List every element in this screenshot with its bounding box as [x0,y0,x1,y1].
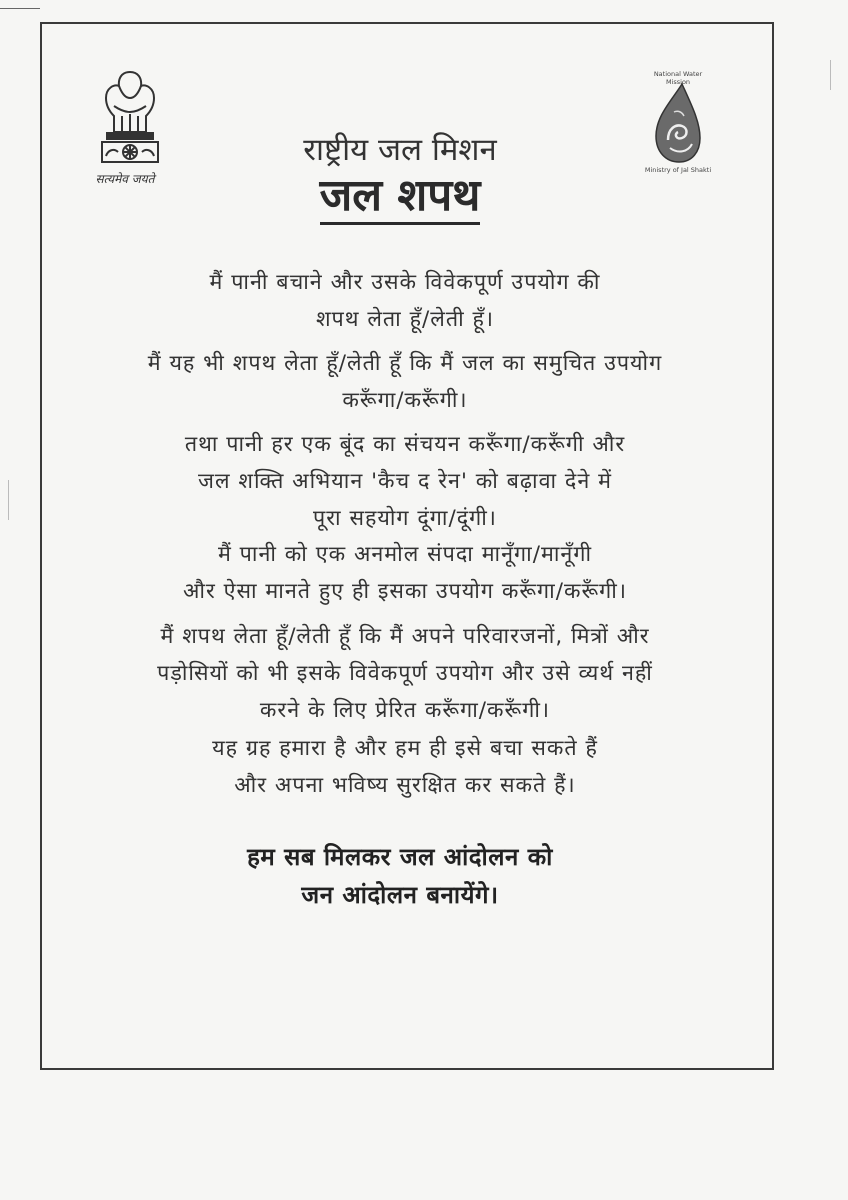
pledge-paragraph-5 [60,618,750,729]
lion-capital-icon [92,66,168,166]
slogan-line: हम सब मिलकर जल आंदोलन को [247,843,553,871]
state-emblem [92,66,168,166]
pledge-paragraph-2 [60,345,750,419]
logo-bottom-text: Ministry of Jal Shakti [644,166,712,174]
pledge-title: जल शपथ [320,170,481,225]
pledge-line: मैं पानी को एक अनमोल संपदा मानूँगा/मानूँगी [217,542,593,567]
pledge-line: जल शक्ति अभियान 'कैच द रेन' को बढ़ावा देने में [198,469,612,494]
pledge-line: करूँगा/करूँगी। [342,388,468,413]
page-title [200,170,600,225]
closing-slogan [120,838,680,914]
mission-name: राष्ट्रीय जल मिशन [303,132,497,168]
pledge-line: और अपना भविष्य सुरक्षित कर सकते हैं। [234,773,576,798]
national-water-mission-logo [642,70,714,182]
pledge-line: पूरा सहयोग दूंगा/दूंगी। [313,506,497,531]
page-edge-mark [8,480,9,520]
logo-top-text: National Water Mission [653,70,703,86]
pledge-line: मैं शपथ लेता हूँ/लेती हूँ कि मैं अपने परिवारजनों, मित्रों और [160,624,650,649]
pledge-line: पड़ोसियों को भी इसके विवेकपूर्ण उपयोग और उसे व्यर्थ नहीं [157,661,653,686]
pledge-paragraph-6 [60,730,750,804]
pledge-paragraph-1 [60,264,750,338]
pledge-line: और ऐसा मानते हुए ही इसका उपयोग करूँगा/करूँगी। [182,579,627,604]
page-edge-mark [830,60,831,90]
water-drop-icon [652,82,704,164]
pledge-line: मैं यह भी शपथ लेता हूँ/लेती हूँ कि मैं जल का समुचित उपयोग [147,351,663,376]
pledge-paragraph-3 [60,426,750,537]
pledge-line: यह ग्रह हमारा है और हम ही इसे बचा सकते हैं [212,736,598,761]
pledge-paragraph-4 [60,536,750,610]
emblem-motto: सत्यमेव जयते [95,172,155,186]
page-edge-mark [0,8,40,9]
slogan-line: जन आंदोलन बनायेंगे। [301,881,499,909]
pledge-line: तथा पानी हर एक बूंद का संचयन करूँगा/करूँगी और [184,432,626,457]
pledge-line: शपथ लेता हूँ/लेती हूँ। [315,307,495,332]
pledge-line: करने के लिए प्रेरित करूँगा/करूँगी। [259,698,551,723]
pledge-line: मैं पानी बचाने और उसके विवेकपूर्ण उपयोग की [209,270,601,295]
